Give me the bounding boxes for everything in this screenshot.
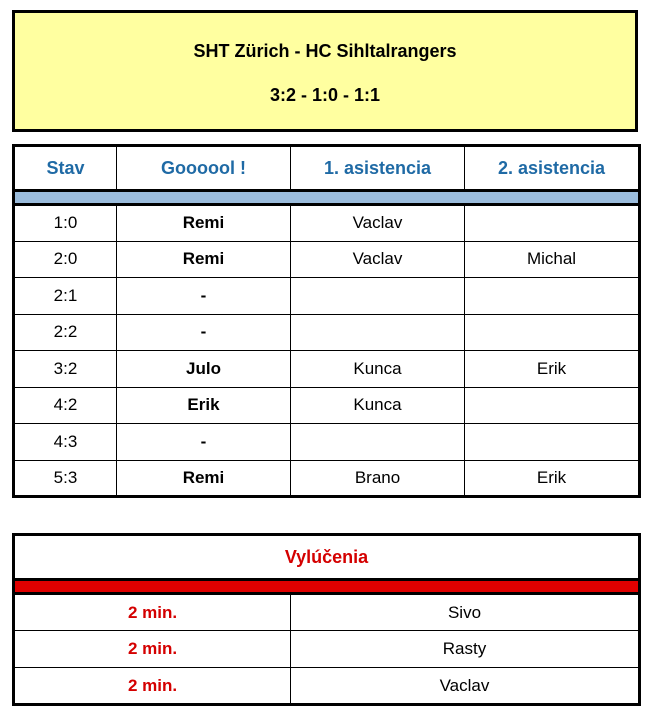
period-scores: 3:2 - 1:0 - 1:1 [269,85,381,105]
goals-table [12,144,641,498]
table-row [14,387,640,424]
assist2-cell: Erik [465,460,640,497]
goals-header-row [14,146,640,191]
assist1-cell [291,314,465,351]
scorer-cell: Julo [117,351,291,388]
penalties-header-row [14,535,640,580]
table-row [14,594,640,631]
scorer-cell: - [117,278,291,315]
assist1-cell: Vaclav [291,241,465,278]
assist1-cell [291,278,465,315]
scorer-cell: Erik [117,387,291,424]
assist1-cell: Brano [291,460,465,497]
table-row [14,278,640,315]
table-row [14,241,640,278]
table-row [14,631,640,668]
table-row [14,351,640,388]
table-row [14,668,640,705]
table-row [14,424,640,461]
penalty-duration: 2 min. [14,594,291,631]
score-cell: 3:2 [14,351,117,388]
score-cell: 5:3 [14,460,117,497]
assist1-cell: Kunca [291,387,465,424]
assist1-cell: Kunca [291,351,465,388]
column-header-score: Stav [14,146,117,191]
penalties-title: Vylúčenia [284,546,369,567]
match-title: SHT Zürich - HC Sihltalrangers [193,41,457,61]
penalty-duration: 2 min. [14,631,291,668]
column-header-assist-2: 2. asistencia [465,146,640,191]
assist2-cell [465,314,640,351]
scorer-cell: Remi [117,460,291,497]
assist2-cell [465,278,640,315]
scorer-cell: Remi [117,205,291,242]
score-cell: 1:0 [14,205,117,242]
score-cell: 2:0 [14,241,117,278]
assist2-cell [465,387,640,424]
score-cell: 4:2 [14,387,117,424]
scorer-cell: - [117,424,291,461]
scorer-cell: Remi [117,241,291,278]
penalties-table [12,533,641,706]
assist2-cell [465,205,640,242]
score-cell: 4:3 [14,424,117,461]
penalty-duration: 2 min. [14,668,291,705]
penalty-player: Sivo [291,594,640,631]
table-row [14,460,640,497]
penalty-player: Rasty [291,631,640,668]
penalty-player: Vaclav [291,668,640,705]
scorer-cell: - [117,314,291,351]
table-row [14,205,640,242]
assist2-cell: Erik [465,351,640,388]
penalties-separator [14,580,640,594]
score-cell: 2:2 [14,314,117,351]
assist1-cell [291,424,465,461]
goals-separator [14,191,640,205]
assist2-cell: Michal [465,241,640,278]
column-header-scorer: Goooool ! [117,146,291,191]
table-row [14,314,640,351]
score-cell: 2:1 [14,278,117,315]
column-header-assist-1: 1. asistencia [291,146,465,191]
assist2-cell [465,424,640,461]
assist1-cell: Vaclav [291,205,465,242]
match-header [12,10,638,132]
